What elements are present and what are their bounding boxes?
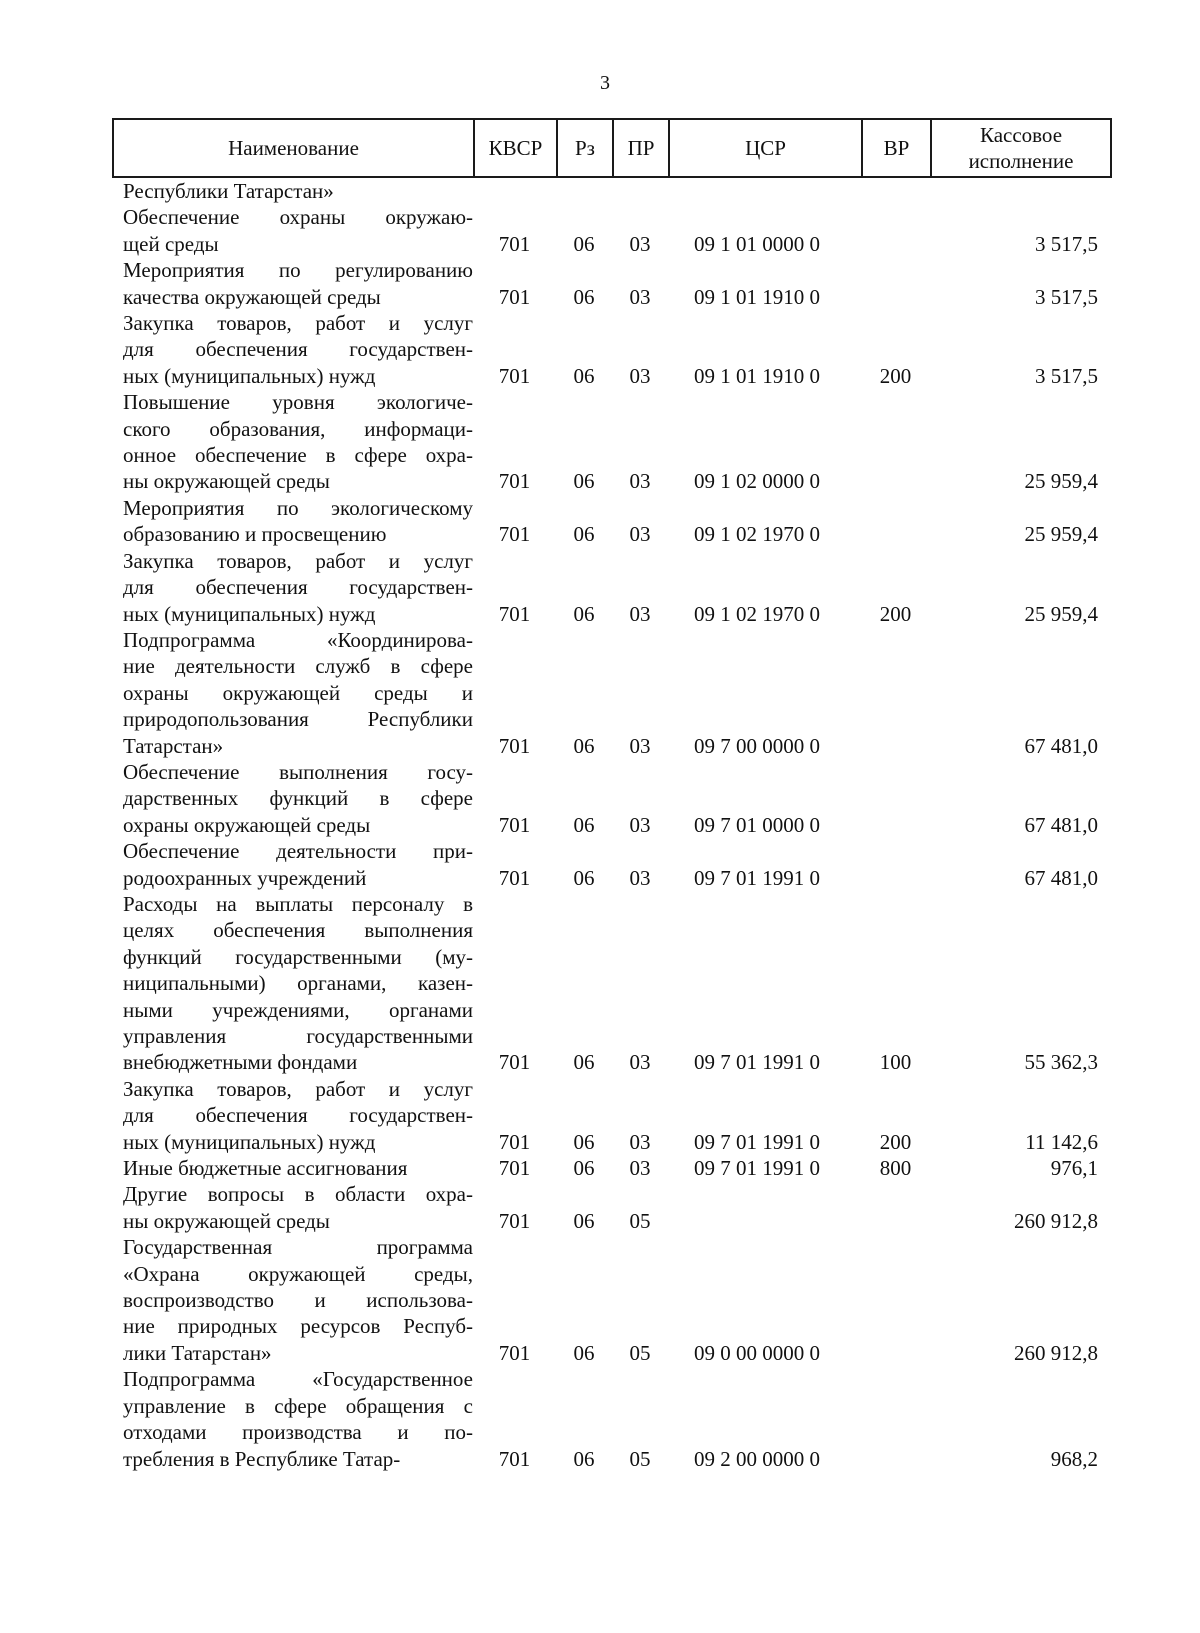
row-kvsr [473,178,556,204]
row-name-line: управление в сфере обращения с [123,1393,473,1418]
row-name-line: ных (муниципальных) нужд [123,1129,376,1154]
row-name [112,1076,473,1155]
row-rz: 06 [573,1050,595,1075]
row-csr: 09 1 02 1970 0 [694,522,820,547]
row-amount: 3 517,5 [1035,363,1098,388]
row-pr: 05 [629,1446,651,1471]
row-kvsr: 701 [498,522,531,547]
row-rz: 06 [573,1129,595,1154]
column-header-kvsr: КВСР [474,119,557,177]
table-row [112,1181,1110,1234]
row-name-line: Обеспечение выполнения госу- [123,759,473,784]
row-kvsr: 701 [498,1340,531,1365]
table-row [112,548,1110,627]
row-pr: 03 [629,865,651,890]
row-name-line: функций государственными (му- [123,944,473,969]
row-name-line: Мероприятия по регулированию [123,258,473,283]
row-name-line: Закупка товаров, работ и услуг [123,1076,473,1101]
row-csr [668,1181,861,1234]
table-row [112,891,1110,1076]
row-csr: 09 7 01 0000 0 [694,812,820,837]
row-name-line: Подпрограмма «Координирова- [123,627,473,652]
row-kvsr: 701 [498,363,531,388]
row-name-line: ны окружающей среды [123,1208,330,1233]
row-name-line: природопользования Республики [123,707,473,732]
row-name [112,178,473,204]
row-kvsr: 701 [498,231,531,256]
column-header-csr: ЦСР [669,119,862,177]
row-rz: 06 [573,469,595,494]
row-name [112,1155,473,1181]
row-name [112,838,473,891]
row-csr: 09 7 01 1991 0 [694,1050,820,1075]
row-amount: 67 481,0 [1024,865,1098,890]
row-amount: 25 959,4 [1024,601,1098,626]
row-amount: 976,1 [1050,1156,1098,1181]
row-csr: 09 7 01 1991 0 [694,1156,820,1181]
row-name-line: Государственная программа [123,1235,473,1260]
row-pr: 05 [629,1340,651,1365]
row-csr: 09 1 02 1970 0 [694,601,820,626]
row-vr: 800 [879,1156,912,1181]
row-name-line: Обеспечение охраны окружаю- [123,205,473,230]
row-pr: 03 [629,601,651,626]
row-vr: 200 [879,601,912,626]
row-pr: 03 [629,1050,651,1075]
row-name-line: Повышение уровня экологиче- [123,390,473,415]
row-rz: 06 [573,363,595,388]
row-name [112,548,473,627]
row-name [112,257,473,310]
row-amount: 67 481,0 [1024,812,1098,837]
row-kvsr: 701 [498,1129,531,1154]
row-name-line: ны окружающей среды [123,469,330,494]
row-rz: 06 [573,601,595,626]
row-name-line: качества окружающей среды [123,284,381,309]
row-amount: 260 912,8 [1014,1208,1098,1233]
row-pr: 03 [629,522,651,547]
row-name-line: для обеспечения государствен- [123,337,473,362]
row-csr: 09 1 01 0000 0 [694,231,820,256]
row-name-line: образованию и просвещению [123,522,387,547]
row-vr [861,627,930,759]
row-csr [668,178,861,204]
row-name-line: Республики Татарстан» [123,179,334,203]
row-amount: 67 481,0 [1024,733,1098,758]
row-rz [556,178,612,204]
row-name-line: щей среды [123,231,219,256]
row-name-line: Иные бюджетные ассигнования [123,1156,408,1181]
row-amount: 968,2 [1050,1446,1098,1471]
row-pr: 03 [629,469,651,494]
row-name-line: ных (муниципальных) нужд [123,601,376,626]
row-name [112,310,473,389]
row-name-line: родоохранных учреждений [123,865,367,890]
row-kvsr: 701 [498,812,531,837]
row-name-line: управления государственными [123,1024,473,1048]
row-name-line: Расходы на выплаты персоналу в [123,891,473,916]
page-number: 3 [600,72,610,94]
row-pr: 03 [629,733,651,758]
row-name-line: ние деятельности служб в сфере [123,654,473,679]
row-name [112,204,473,257]
row-name-line: ниципальными) органами, казен- [123,971,473,996]
row-pr [612,178,668,204]
row-name-line: Закупка товаров, работ и услуг [123,311,473,336]
row-pr: 05 [629,1208,651,1233]
row-name-line: лики Татарстан» [123,1340,272,1365]
row-name-line: требления в Республике Татар- [123,1446,401,1471]
row-name-line: дарственных функций в сфере [123,786,473,811]
column-header-rz: Рз [557,119,613,177]
table-row [112,838,1110,891]
row-csr: 09 7 00 0000 0 [694,733,820,758]
row-amount: 260 912,8 [1014,1340,1098,1365]
row-name-line: отходами производства и по- [123,1420,473,1445]
row-vr [861,389,930,495]
column-header-amount-line2: исполнение [968,149,1074,173]
row-name [112,495,473,548]
row-vr: 200 [879,1129,912,1154]
row-name-line: ных (муниципальных) нужд [123,363,376,388]
table-row [112,495,1110,548]
row-name [112,1234,473,1366]
row-kvsr: 701 [498,1156,531,1181]
row-kvsr: 701 [498,733,531,758]
row-name-line: ние природных ресурсов Респуб- [123,1314,473,1339]
row-name-line: Другие вопросы в области охра- [123,1182,473,1207]
column-header-name: Наименование [113,119,474,177]
column-header-pr: ПР [613,119,669,177]
row-rz: 06 [573,1340,595,1365]
row-vr [861,759,930,838]
column-header-amount-line1: Кассовое [979,123,1063,147]
row-kvsr: 701 [498,601,531,626]
table-row [112,204,1110,257]
budget-table-body [112,178,1110,1472]
row-kvsr: 701 [498,469,531,494]
table-header [112,118,1112,178]
row-name-line: охраны окружающей среды [123,812,371,837]
row-csr: 09 7 01 1991 0 [694,865,820,890]
table-row [112,627,1110,759]
row-csr: 09 1 01 1910 0 [694,363,820,388]
row-kvsr: 701 [498,1446,531,1471]
table-row [112,1076,1110,1155]
row-vr: 200 [879,363,912,388]
row-amount: 25 959,4 [1024,469,1098,494]
row-pr: 03 [629,812,651,837]
row-pr: 03 [629,363,651,388]
row-vr [861,204,930,257]
row-name [112,1366,473,1472]
row-amount: 25 959,4 [1024,522,1098,547]
row-vr [861,178,930,204]
row-csr: 09 7 01 1991 0 [694,1129,820,1154]
row-amount: 55 362,3 [1024,1050,1098,1075]
row-name-line: онное обеспечение в сфере охра- [123,443,473,468]
row-name [112,389,473,495]
row-kvsr: 701 [498,284,531,309]
row-name-line: Татарстан» [123,733,224,758]
table-row [112,1366,1110,1472]
row-vr [861,838,930,891]
row-csr: 09 1 02 0000 0 [694,469,820,494]
row-pr: 03 [629,1129,651,1154]
row-vr [861,1234,930,1366]
row-vr [861,1181,930,1234]
row-csr: 09 0 00 0000 0 [694,1340,820,1365]
row-name-line: для обеспечения государствен- [123,1103,473,1128]
row-vr [861,1366,930,1472]
row-kvsr: 701 [498,865,531,890]
row-amount: 11 142,6 [1025,1129,1098,1154]
column-header-amount [931,119,1111,177]
table-row [112,759,1110,838]
row-pr: 03 [629,284,651,309]
row-name-line: Закупка товаров, работ и услуг [123,548,473,573]
row-name [112,627,473,759]
table-row [112,1234,1110,1366]
table-row [112,257,1110,310]
column-header-vr: ВР [862,119,931,177]
row-name-line: целях обеспечения выполнения [123,918,473,943]
table-row [112,178,1110,204]
row-vr: 100 [879,1050,912,1075]
row-name-line: «Охрана окружающей среды, [123,1261,473,1286]
row-pr: 03 [629,1156,651,1181]
table-row [112,310,1110,389]
row-rz: 06 [573,812,595,837]
row-rz: 06 [573,865,595,890]
row-vr [861,257,930,310]
row-kvsr: 701 [498,1050,531,1075]
row-vr [861,495,930,548]
row-name-line: Мероприятия по экологическому [123,495,473,520]
row-name-line: охраны окружающей среды и [123,680,473,705]
row-rz: 06 [573,1208,595,1233]
row-amount: 3 517,5 [1035,231,1098,256]
row-name-line: Обеспечение деятельности при- [123,839,473,864]
row-rz: 06 [573,1446,595,1471]
row-name-line: ского образования, информаци- [123,416,473,441]
row-pr: 03 [629,231,651,256]
row-rz: 06 [573,231,595,256]
row-name [112,891,473,1076]
row-rz: 06 [573,522,595,547]
row-amount [930,178,1110,204]
row-name-line: воспроизводство и использова- [123,1288,473,1313]
row-name [112,1181,473,1234]
table-row [112,1155,1110,1181]
row-name [112,759,473,838]
row-name-line: ными учреждениями, органами [123,997,473,1022]
row-name-line: внебюджетными фондами [123,1050,358,1075]
row-csr: 09 1 01 1910 0 [694,284,820,309]
row-name-line: Подпрограмма «Государственное [123,1367,473,1392]
row-name-line: для обеспечения государствен- [123,575,473,600]
row-kvsr: 701 [498,1208,531,1233]
row-amount: 3 517,5 [1035,284,1098,309]
table-row [112,389,1110,495]
row-csr: 09 2 00 0000 0 [694,1446,820,1471]
row-rz: 06 [573,1156,595,1181]
row-rz: 06 [573,284,595,309]
row-rz: 06 [573,733,595,758]
